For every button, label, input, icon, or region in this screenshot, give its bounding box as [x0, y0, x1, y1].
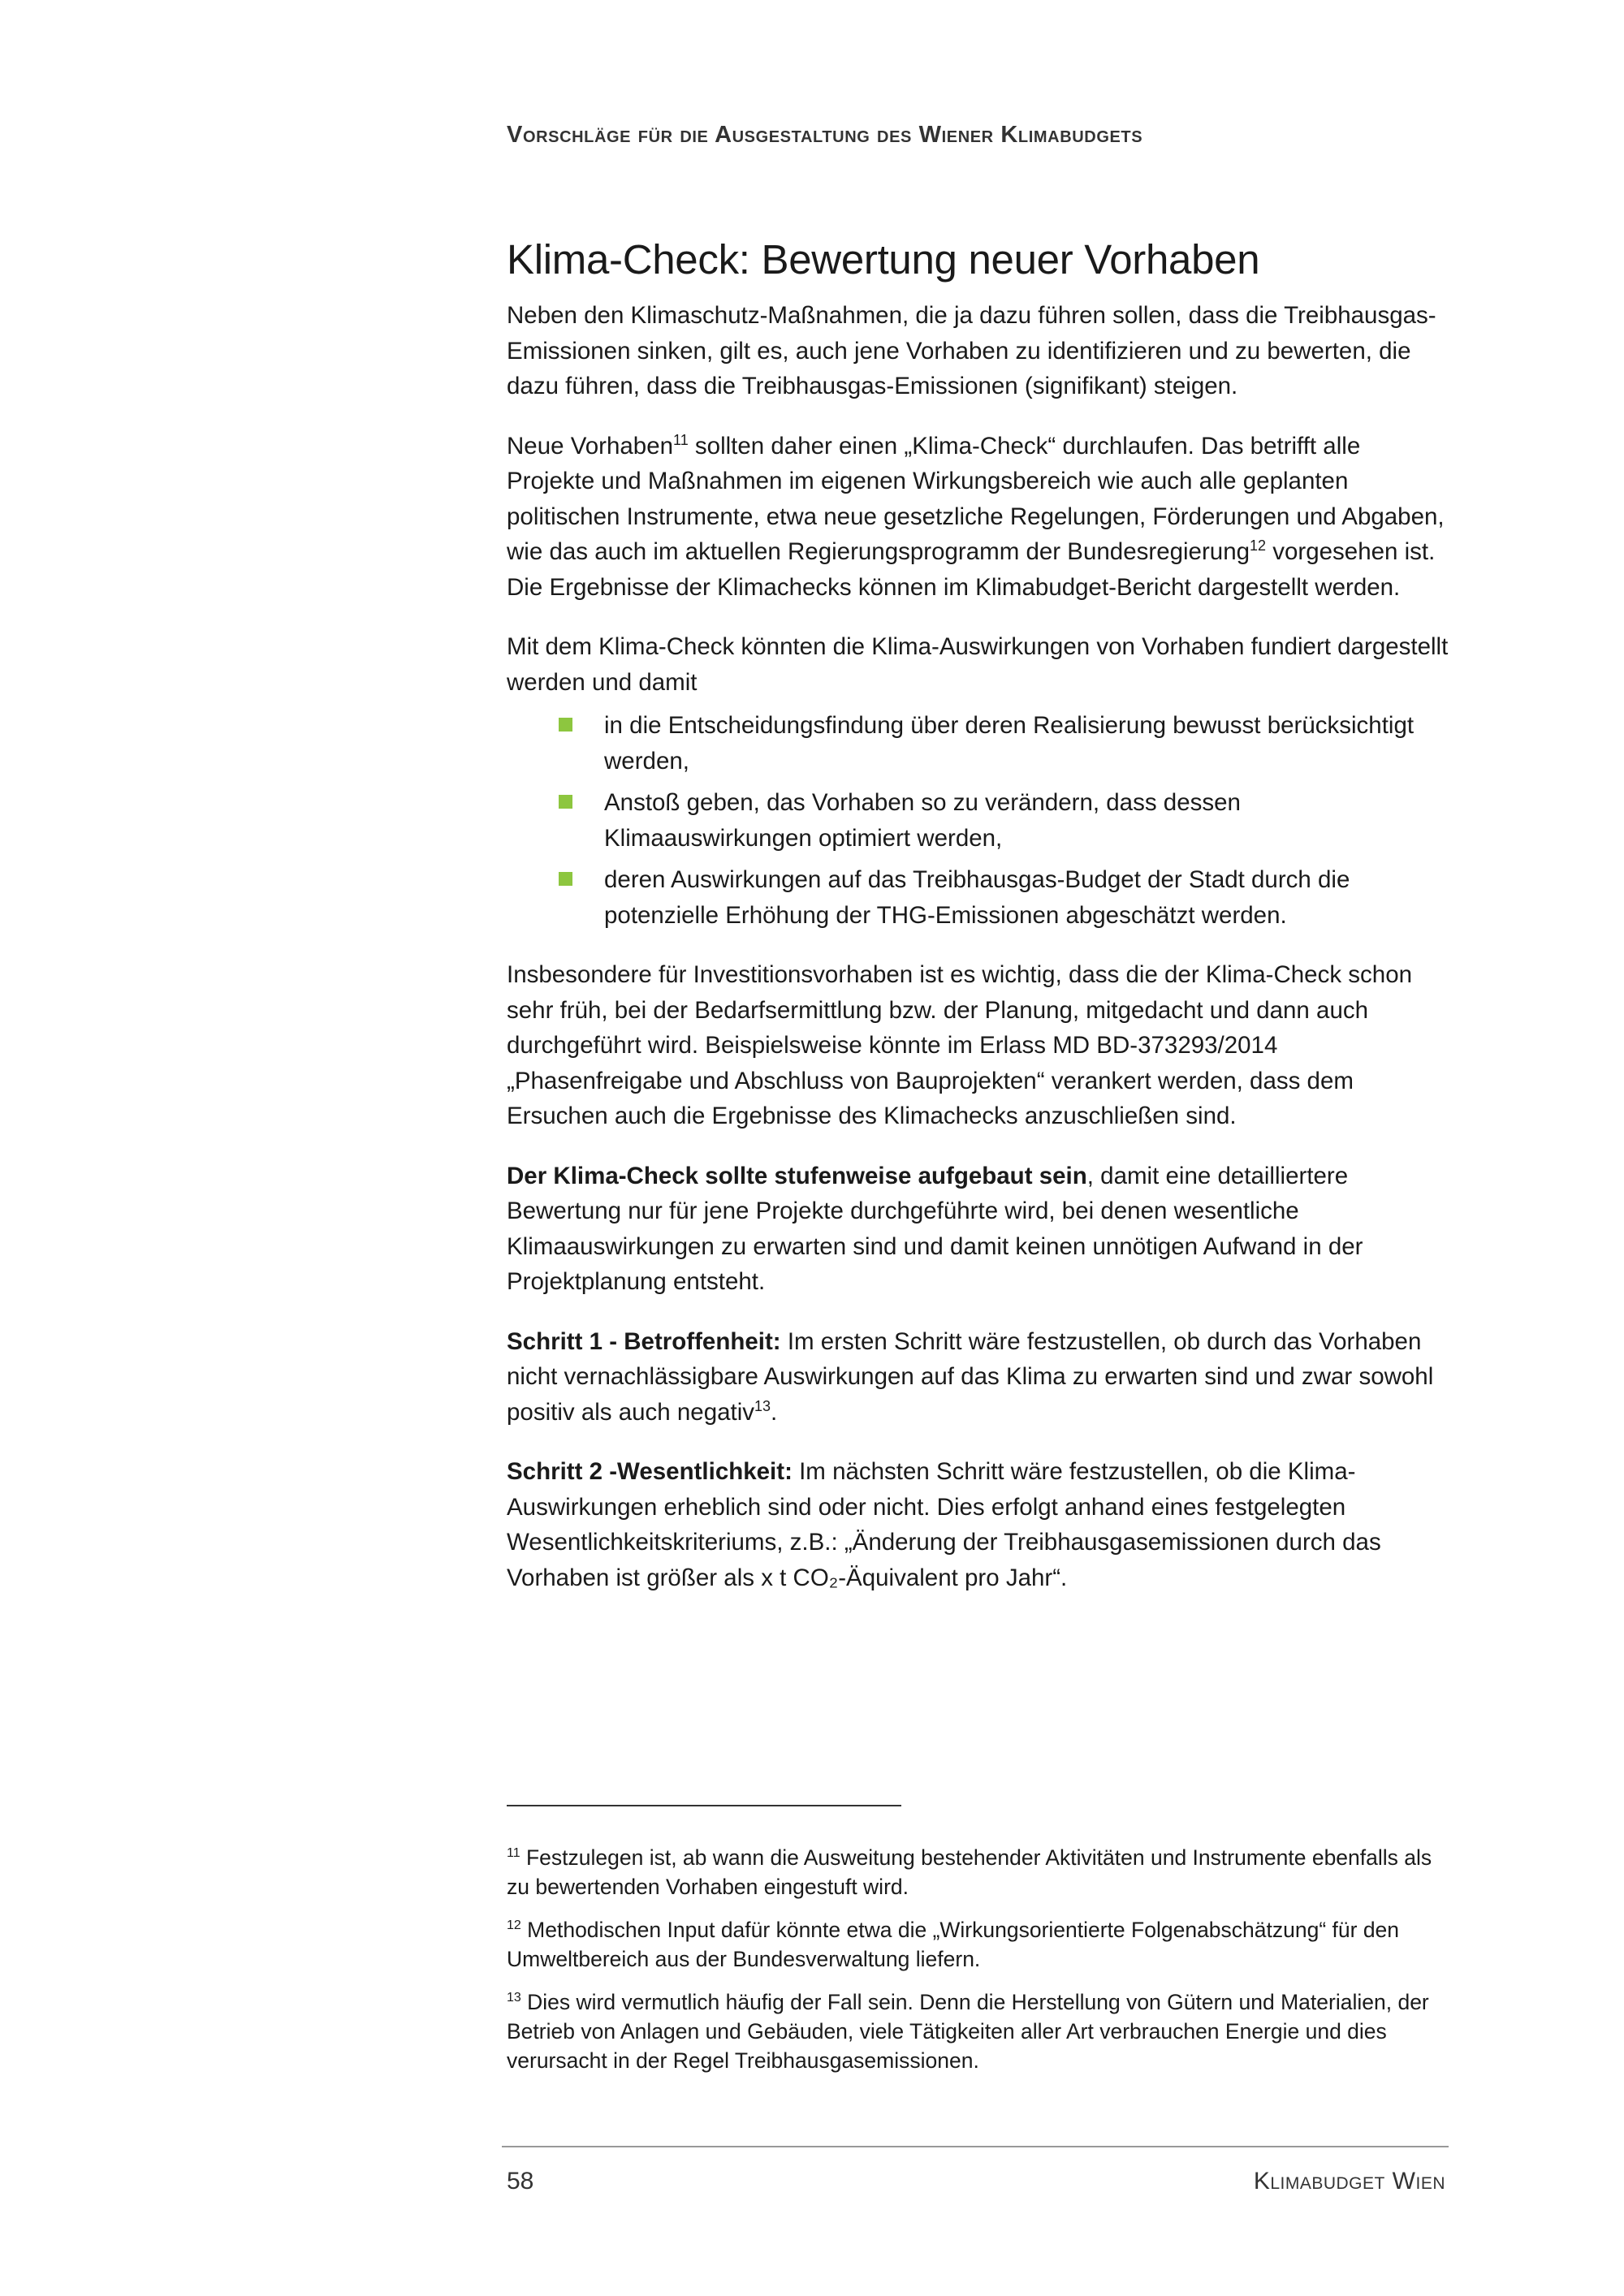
text-run: sollten daher einen „Klima-Check“ durchlaufen. Das betrifft alle Projekte und Maßnahmen im eigenen Wirkungsbereich wie auch alle geplanten politischen Instrumente, etwa neue gesetzliche Regelungen, Förderungen und Abgaben, wie das auch im aktuellen Regierungsprogramm der Bundesregierung [507, 432, 1445, 565]
footnote-12 [507, 1915, 1449, 1974]
footnote-ref-12[interactable]: 12 [1250, 537, 1267, 555]
footer-title: Klimabudget Wien [1253, 2168, 1445, 2195]
list-item [507, 708, 1449, 779]
green-square-bullet-icon [559, 718, 572, 732]
step-label: Schritt 1 - Betroffenheit: [507, 1327, 781, 1355]
footnote-text: Dies wird vermutlich häufig der Fall sein. Denn die Herstellung von Gütern und Materialien, der Betrieb von Anlagen und Gebäuden, viele Tätigkeiten aller Art verbrauchen Energie und dies verursacht in der Regel Treibhausgasemissionen. [507, 1990, 1429, 2073]
text-run: Im ersten Schritt wäre festzustellen, ob durch das Vorhaben nicht vernachlässigbare Auswirkungen auf das Klima zu erwarten sind und zwar sowohl positiv als auch negativ [507, 1327, 1434, 1426]
step-label: Schritt 2 -Wesentlichkeit: [507, 1458, 793, 1485]
text-run: Neue Vorhaben [507, 432, 674, 460]
text-run: vorgesehen ist. Die Ergebnisse der Klimachecks können im Klimabudget-Bericht dargestellt werden. [507, 538, 1436, 601]
bullet-list [507, 708, 1449, 933]
footnote-13 [507, 1987, 1449, 2075]
list-item-text: deren Auswirkungen auf das Treibhausgas-Budget der Stadt durch die potenzielle Erhöhung der THG-Emissionen abgeschätzt werden. [604, 866, 1350, 929]
text-run: . [771, 1398, 778, 1426]
list-item [507, 785, 1449, 856]
paragraph-new-projects [507, 429, 1449, 606]
running-header: Vorschläge für die Ausgestaltung des Wiener Klimabudgets [507, 122, 1143, 148]
list-item [507, 862, 1449, 933]
footnote-text: Methodischen Input dafür könnte etwa die „Wirkungsorientierte Folgenabschätzung“ für den Umweltbereich aus der Bundesverwaltung liefern. [507, 1918, 1400, 1971]
step-2 [507, 1454, 1449, 1595]
section-title: Klima-Check: Bewertung neuer Vorhaben [507, 236, 1260, 283]
bold-lead: Der Klima-Check sollte stufenweise aufgebaut sein [507, 1162, 1087, 1189]
text-run: , damit eine detailliertere Bewertung nur für jene Projekte durchgeführte wird, bei denen wesentliche Klimaauswirkungen zu erwarten sind und damit keinen unnötigen Aufwand in der Projektplanung entsteht. [507, 1162, 1363, 1295]
paragraph-intro: Neben den Klimaschutz-Maßnahmen, die ja dazu führen sollen, dass die Treibhausgas-Emissionen sinken, gilt es, auch jene Vorhaben zu identifizieren und zu bewerten, die dazu führen, dass die Treibhausgas-Emissionen (signifikant) steigen. [507, 302, 1436, 399]
footnote-ref-13[interactable]: 13 [754, 1397, 771, 1414]
footnote-11 [507, 1843, 1449, 1901]
footnote-text: Festzulegen ist, ab wann die Ausweitung bestehender Aktivitäten und Instrumente ebenfalls als zu bewertenden Vorhaben eingestuft wird. [507, 1845, 1432, 1899]
list-item-text: Anstoß geben, das Vorhaben so zu verändern, dass dessen Klimaauswirkungen optimiert werden, [604, 789, 1241, 852]
step-1 [507, 1324, 1449, 1431]
footnote-number: 12 [507, 1918, 521, 1933]
list-item-text: in die Entscheidungsfindung über deren Realisierung bewusst berücksichtigt werden, [604, 712, 1415, 775]
footer-divider [502, 2146, 1449, 2147]
page-number: 58 [507, 2168, 534, 2195]
footnote-number: 11 [507, 1846, 520, 1861]
paragraph-stepwise [507, 1159, 1449, 1300]
paragraph-investments: Insbesondere für Investitionsvorhaben ist es wichtig, dass die der Klima-Check schon sehr früh, bei der Bedarfsermittlung bzw. der Planung, mitgedacht und dann auch durchgeführt wird. Beispielsweise könnte im Erlass MD BD-373293/2014 „Phasenfreigabe und Abschluss von Bauprojekten“ verankert werden, dass dem Ersuchen auch die Ergebnisse des Klimachecks anzuschließen sind. [507, 961, 1413, 1129]
paragraph-climate-check: Mit dem Klima-Check könnten die Klima-Auswirkungen von Vorhaben fundiert dargestellt werden und damit [507, 633, 1449, 696]
green-square-bullet-icon [559, 872, 572, 886]
footnotes [507, 1843, 1449, 2089]
footnote-number: 13 [507, 1991, 521, 2005]
main-content [507, 235, 1449, 1620]
footnote-ref-11[interactable]: 11 [673, 431, 689, 448]
green-square-bullet-icon [559, 795, 572, 809]
footnote-divider [507, 1805, 901, 1806]
text-run: Im nächsten Schritt wäre festzustellen, ob die Klima-Auswirkungen erheblich sind oder nicht. Dies erfolgt anhand eines festgelegten Wesentlichkeitskriteriums, z.B.: „Änderung der Treibhausgasemissionen durch das Vorhaben ist größer als x t CO₂-Äquivalent pro Jahr“. [507, 1458, 1381, 1591]
